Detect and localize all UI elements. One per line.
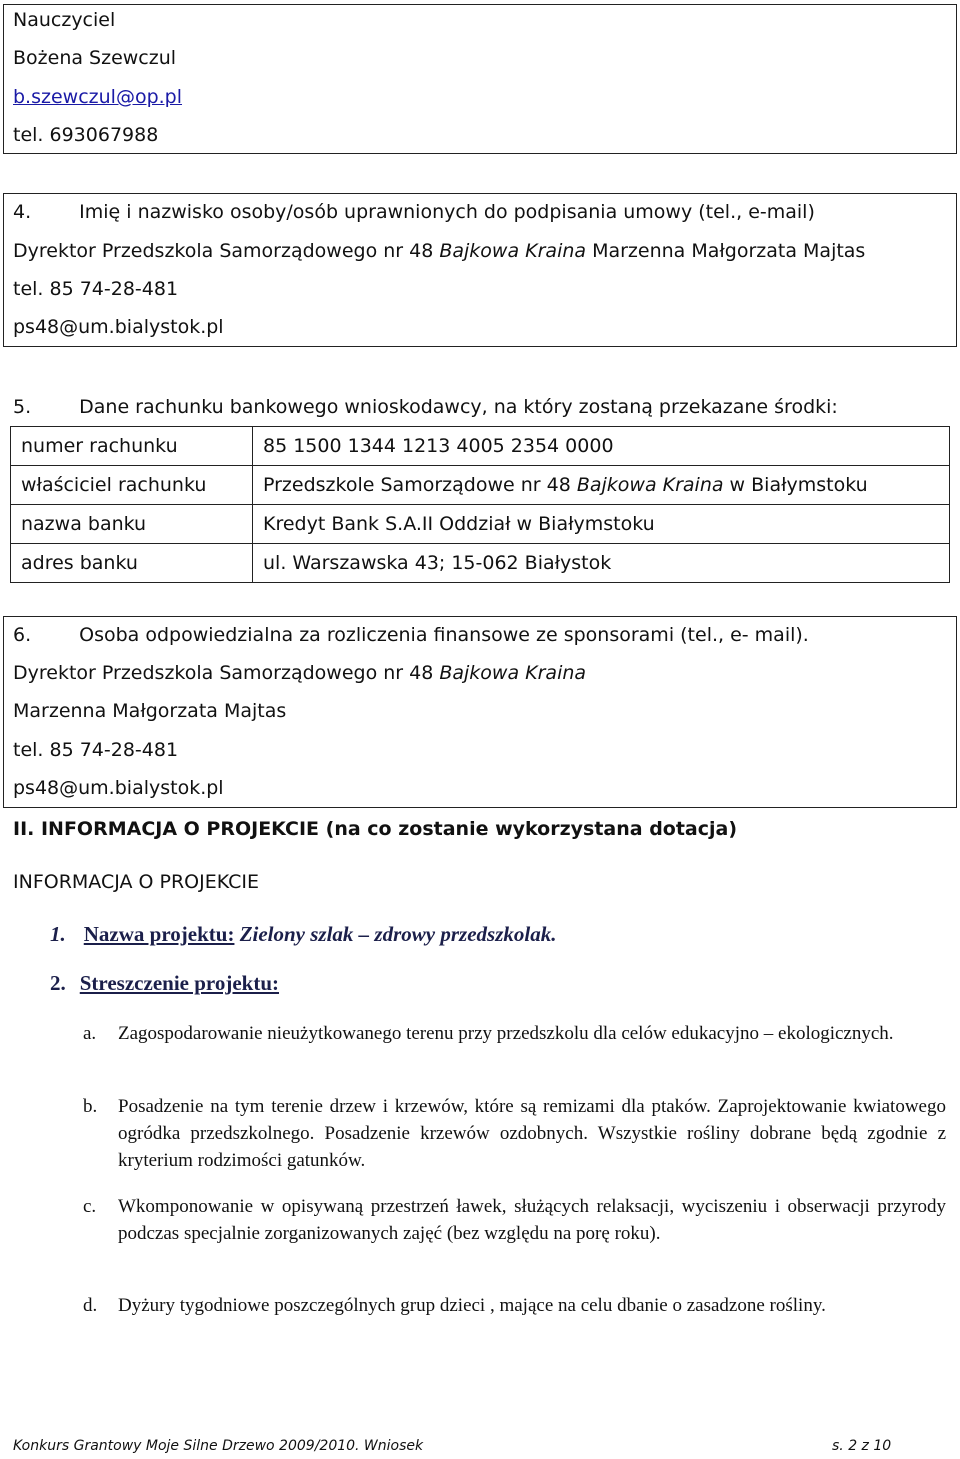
summary-item-a-mark: a.: [83, 1023, 97, 1044]
table-row: [11, 427, 950, 466]
part2-subheading: INFORMACJA O PROJEKCIE: [13, 871, 260, 893]
bank-address-label: adres banku: [11, 544, 253, 583]
account-owner-value: [253, 466, 950, 505]
bank-account-table: [10, 426, 950, 583]
teacher-email-line: [13, 86, 182, 108]
teacher-phone: tel. 693067988: [13, 124, 159, 146]
project-name-line: [50, 922, 556, 947]
section4-number: 4.: [13, 201, 32, 223]
section6-heading: [13, 624, 809, 646]
section4-phone: tel. 85 74-28-481: [13, 278, 179, 300]
section4-email[interactable]: ps48@um.bialystok.pl: [13, 316, 224, 338]
project-name-label: Nazwa projektu:: [83, 922, 235, 946]
section5-title: Dane rachunku bankowego wnioskodawcy, na który zostaną przekazane środki:: [79, 396, 838, 418]
project-name-value: Zielony szlak – zdrowy przedszkolak.: [234, 922, 557, 946]
summary-item-a-text: Zagospodarowanie nieużytkowanego terenu przy przedszkolu dla celów edukacyjno – ekologicznych.: [118, 1023, 894, 1044]
section6-title: Osoba odpowiedzialna za rozliczenia finansowe ze sponsorami (tel., e- mail).: [79, 624, 809, 646]
section6-phone: tel. 85 74-28-481: [13, 739, 179, 761]
section6-kindergarten-name: Bajkowa Kraina: [439, 662, 587, 684]
section4-director-prefix: Dyrektor Przedszkola Samorządowego nr 48: [13, 240, 440, 262]
teacher-name: Bożena Szewczul: [13, 47, 177, 69]
section5-heading: [13, 396, 838, 418]
teacher-email-link[interactable]: b.szewczul@op.pl: [13, 86, 183, 108]
bank-name-label: nazwa banku: [11, 505, 253, 544]
account-owner-prefix: Przedszkole Samorządowe nr 48: [263, 474, 577, 496]
bank-name-value: Kredyt Bank S.A.II Oddział w Białymstoku: [253, 505, 950, 544]
footer-page-number: s. 2 z 10: [832, 1438, 892, 1454]
account-owner-suffix: w Białymstoku: [723, 474, 868, 496]
summary-item-c-text: Wkomponowanie w opisywaną przestrzeń ławek, służących relaksacji, wyciszeniu i obserwacji przyrody podczas specjalnie zorganizowanych zajęć (bez względu na porę roku).: [118, 1196, 946, 1244]
section6-director-line: [13, 662, 586, 684]
table-row: [11, 466, 950, 505]
bank-address-value: ul. Warszawska 43; 15-062 Białystok: [253, 544, 950, 583]
account-owner-label: właściciel rachunku: [11, 466, 253, 505]
section4-heading: [13, 201, 815, 223]
teacher-role: Nauczyciel: [13, 9, 116, 31]
account-number-value: 85 1500 1344 1213 4005 2354 0000: [253, 427, 950, 466]
section4-director-line: [13, 240, 865, 262]
project-summary-number: 2.: [50, 971, 66, 995]
summary-item-d-mark: d.: [83, 1295, 98, 1316]
account-owner-italic: Bajkowa Kraina: [576, 474, 724, 496]
section6-name: Marzenna Małgorzata Majtas: [13, 700, 287, 722]
summary-item-d-text: Dyżury tygodniowe poszczególnych grup dzieci , mające na celu dbanie o zasadzone rośliny.: [118, 1295, 826, 1316]
footer-left: Konkurs Grantowy Moje Silne Drzewo 2009/2010. Wniosek: [13, 1438, 424, 1454]
section6-number: 6.: [13, 624, 32, 646]
section6-email[interactable]: ps48@um.bialystok.pl: [13, 777, 224, 799]
summary-item-b-text: Posadzenie na tym terenie drzew i krzewów, które są remizami dla ptaków. Zaprojektowanie kwiatowego ogródka przedszkolnego. Posadzenie krzewów ozdobnych. Wszystkie rośliny dobrane będą zgodnie z kryterium rodzimości gatunków.: [118, 1096, 946, 1171]
section4-director-name: Marzenna Małgorzata Majtas: [586, 240, 866, 262]
project-summary-label: Streszczenie projektu:: [79, 971, 280, 995]
summary-item-b-mark: b.: [83, 1096, 98, 1117]
project-summary-heading: [50, 971, 279, 996]
table-row: [11, 505, 950, 544]
part2-heading: II. INFORMACJA O PROJEKCIE (na co zostanie wykorzystana dotacja): [13, 818, 738, 840]
section4-kindergarten-name: Bajkowa Kraina: [439, 240, 587, 262]
account-number-label: numer rachunku: [11, 427, 253, 466]
section4-title: Imię i nazwisko osoby/osób uprawnionych do podpisania umowy (tel., e-mail): [79, 201, 815, 223]
summary-item-c-mark: c.: [83, 1196, 97, 1217]
table-row: [11, 544, 950, 583]
section6-director-prefix: Dyrektor Przedszkola Samorządowego nr 48: [13, 662, 440, 684]
section5-number: 5.: [13, 396, 32, 418]
project-name-number: 1.: [50, 922, 66, 946]
